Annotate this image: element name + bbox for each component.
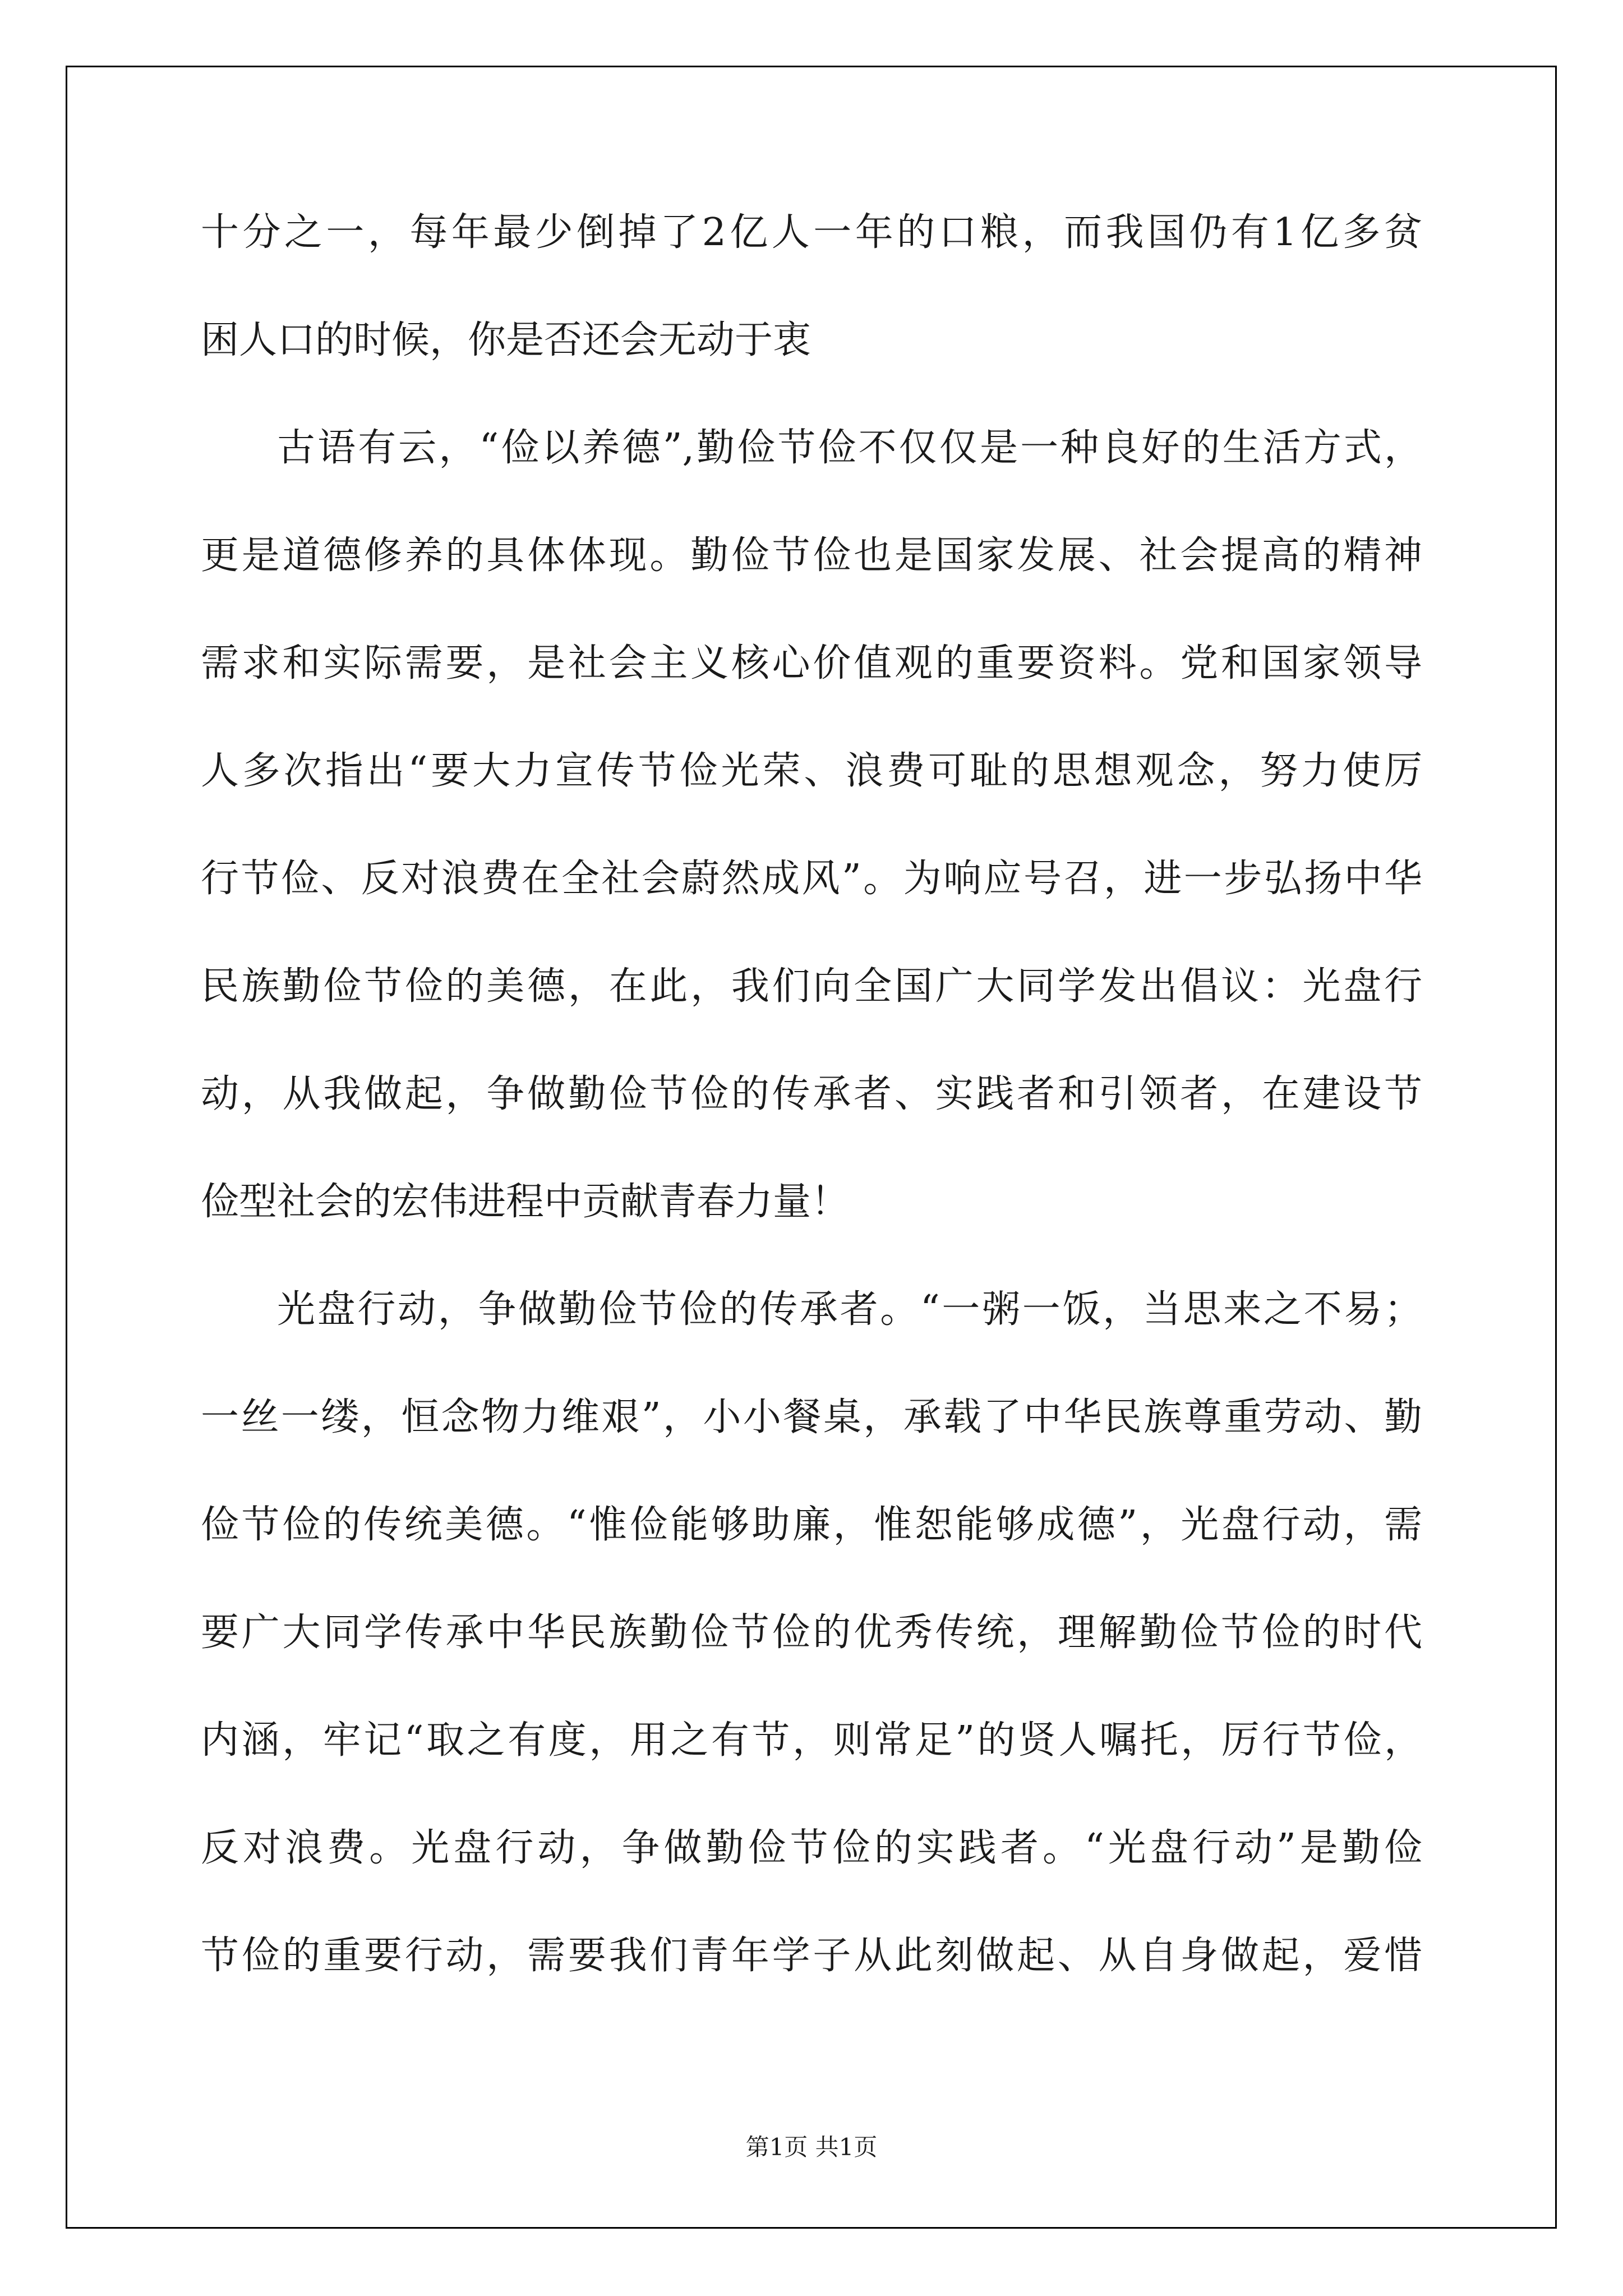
paragraph-first-line: 光盘行动，争做勤俭节俭的传承者。“一粥一饭，当思来之不易； xyxy=(277,1287,1422,1332)
text-line: 更是道德修养的具体体现。勤俭节俭也是国家发展、社会提高的精神 xyxy=(201,533,1422,578)
text-line: 内涵，牢记“取之有度，用之有节，则常足”的贤人嘱托，厉行节俭， xyxy=(201,1718,1422,1763)
page-number-footer: 第1页 共1页 xyxy=(745,2133,878,2161)
text-line: 反对浪费。光盘行动，争做勤俭节俭的实践者。“光盘行动”是勤俭 xyxy=(201,1826,1422,1870)
text-line: 节俭的重要行动，需要我们青年学子从此刻做起、从自身做起，爱惜 xyxy=(201,1934,1422,1978)
text-line: 民族勤俭节俭的美德，在此，我们向全国广大同学发出倡议：光盘行 xyxy=(201,964,1422,1009)
text-line: 俭节俭的传统美德。“惟俭能够助廉，惟恕能够成德”，光盘行动，需 xyxy=(201,1503,1422,1547)
text-line: 困人口的时候，你是否还会无动于衷 xyxy=(201,318,811,362)
text-line: 行节俭、反对浪费在全社会蔚然成风”。为响应号召，进一步弘扬中华 xyxy=(201,857,1422,901)
text-line: 十分之一，每年最少倒掉了2亿人一年的口粮，而我国仍有1亿多贫 xyxy=(201,210,1422,255)
text-line: 要广大同学传承中华民族勤俭节俭的优秀传统，理解勤俭节俭的时代 xyxy=(201,1611,1422,1655)
document-body xyxy=(201,206,1422,2037)
text-line: 人多次指出“要大力宣传节俭光荣、浪费可耻的思想观念，努力使厉 xyxy=(201,749,1422,793)
paragraph-first-line: 古语有云，“俭以养德”,勤俭节俭不仅仅是一种良好的生活方式， xyxy=(277,426,1422,470)
text-line: 俭型社会的宏伟进程中贡献青春力量！ xyxy=(201,1180,850,1224)
text-line: 动，从我做起，争做勤俭节俭的传承者、实践者和引领者，在建设节 xyxy=(201,1072,1422,1116)
text-line: 一丝一缕，恒念物力维艰”，小小餐桌，承载了中华民族尊重劳动、勤 xyxy=(201,1395,1422,1439)
text-line: 需求和实际需要，是社会主义核心价值观的重要资料。党和国家领导 xyxy=(201,641,1422,685)
